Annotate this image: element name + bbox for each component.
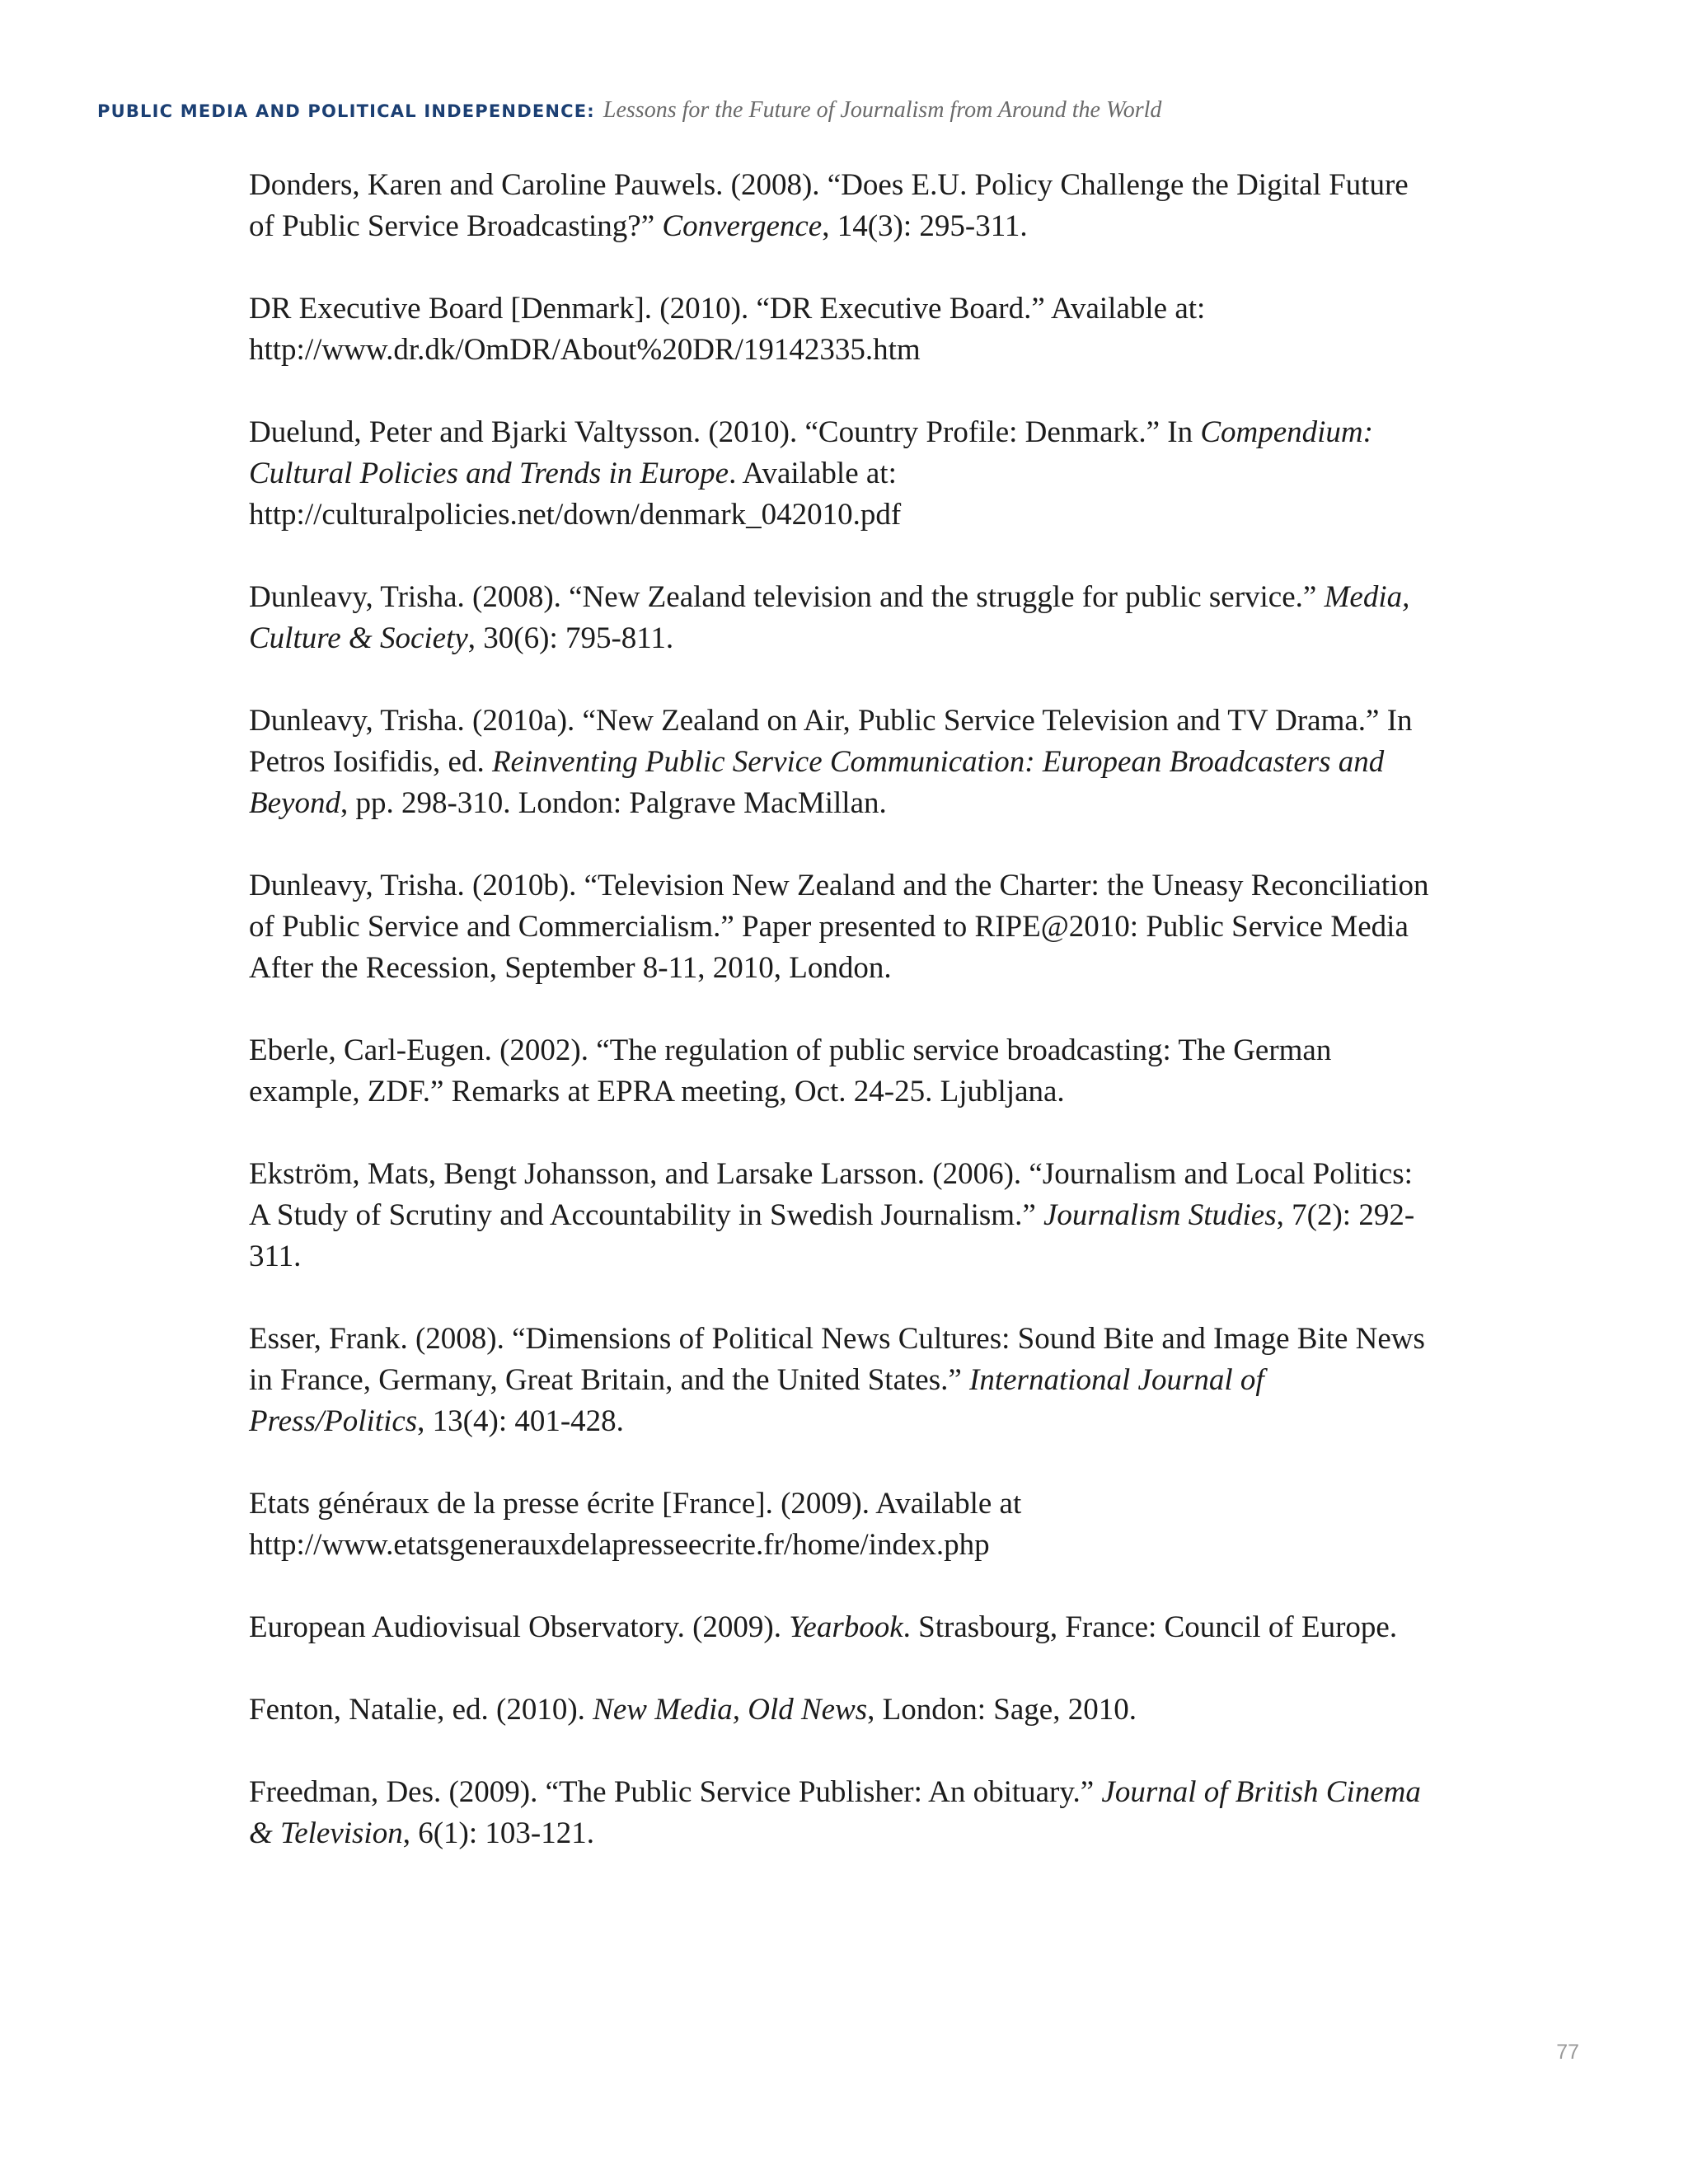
reference-source-title: Yearbook (789, 1610, 903, 1644)
reference-details: , London: Sage, 2010. (867, 1693, 1137, 1727)
reference-source-title: International Journal of Press/Politics (249, 1363, 1264, 1438)
reference-text: Eberle, Carl-Eugen. (2002). “The regulation of public service broadcasting: The German example, ZDF.” Remarks at EPRA meeting, Oct. 24-25. Ljubljana. (249, 1033, 1332, 1108)
reference-source-title: Convergence (662, 209, 823, 243)
reference-details: , 14(3): 295-311. (822, 209, 1028, 243)
reference-entry (249, 865, 1436, 989)
reference-text: Donders, Karen and Caroline Pauwels. (2008). “Does E.U. Policy Challenge the Digital Future of Public Service Broadcasting?” (249, 168, 1409, 243)
reference-text: Freedman, Des. (2009). “The Public Service Publisher: An obituary.” (249, 1775, 1102, 1809)
reference-text: Dunleavy, Trisha. (2008). “New Zealand television and the struggle for public service.” (249, 580, 1325, 614)
reference-list (249, 165, 1436, 1896)
series-title: PUBLIC MEDIA AND POLITICAL INDEPENDENCE: (97, 101, 595, 121)
reference-text: Ekström, Mats, Bengt Johansson, and Larsake Larsson. (2006). “Journalism and Local Politics: A Study of Scrutiny and Accountability in Swedish Journalism.” (249, 1157, 1413, 1232)
reference-source-title: Compendium: Cultural Policies and Trends in Europe (249, 415, 1373, 490)
reference-source-title: Journal of British Cinema & Television (249, 1775, 1421, 1850)
reference-text: Etats généraux de la presse écrite [France]. (2009). Available at http://www.etatsgenerauxdelapresseecrite.fr/home/index.php (249, 1487, 1022, 1562)
series-subtitle: Lessons for the Future of Journalism from Around the World (603, 97, 1162, 123)
reference-entry (249, 1772, 1436, 1854)
reference-details: . Strasbourg, France: Council of Europe. (903, 1610, 1398, 1644)
reference-entry (249, 165, 1436, 247)
reference-entry (249, 1319, 1436, 1442)
reference-text: Esser, Frank. (2008). “Dimensions of Political News Cultures: Sound Bite and Image Bite News in France, Germany, Great Britain, and the United States.” (249, 1322, 1425, 1397)
reference-source-title: Media, Culture & Society (249, 580, 1410, 655)
reference-entry (249, 1154, 1436, 1277)
reference-text: European Audiovisual Observatory. (2009). (249, 1610, 790, 1644)
reference-source-title: New Media, Old News (593, 1693, 868, 1727)
reference-details: , 13(4): 401-428. (417, 1404, 624, 1438)
running-header (97, 94, 1161, 130)
reference-text: DR Executive Board [Denmark]. (2010). “DR Executive Board.” Available at: http://www.dr.dk/OmDR/About%20DR/19142335.htm (249, 292, 1206, 367)
reference-entry (249, 412, 1436, 536)
reference-details: , 7(2): 292-311. (249, 1198, 1415, 1273)
reference-details: , pp. 298-310. London: Palgrave MacMillan. (340, 786, 887, 820)
reference-details: , 30(6): 795-811. (467, 621, 674, 655)
reference-entry (249, 701, 1436, 824)
reference-source-title: Journalism Studies (1043, 1198, 1277, 1232)
reference-entry (249, 1607, 1436, 1648)
reference-text: Dunleavy, Trisha. (2010b). “Television New Zealand and the Charter: the Uneasy Reconciliation of Public Service and Commercialism.” Paper presented to RIPE@2010: Public Service Media After the Recession, September 8-11, 2010, London. (249, 869, 1429, 985)
reference-entry (249, 288, 1436, 371)
reference-entry (249, 1483, 1436, 1566)
reference-entry (249, 577, 1436, 659)
reference-text: Fenton, Natalie, ed. (2010). (249, 1693, 593, 1727)
reference-details: . Available at: http://culturalpolicies.net/down/denmark_042010.pdf (249, 457, 902, 532)
page-number: 77 (1556, 2041, 1579, 2064)
reference-entry (249, 1690, 1436, 1731)
reference-text: Dunleavy, Trisha. (2010a). “New Zealand on Air, Public Service Television and TV Drama.” In Petros Iosifidis, ed. (249, 704, 1413, 779)
reference-details: , 6(1): 103-121. (402, 1816, 594, 1850)
reference-text: Duelund, Peter and Bjarki Valtysson. (2010). “Country Profile: Denmark.” In (249, 415, 1201, 449)
reference-source-title: Reinventing Public Service Communication: European Broadcasters and Beyond (249, 745, 1385, 820)
reference-entry (249, 1030, 1436, 1113)
